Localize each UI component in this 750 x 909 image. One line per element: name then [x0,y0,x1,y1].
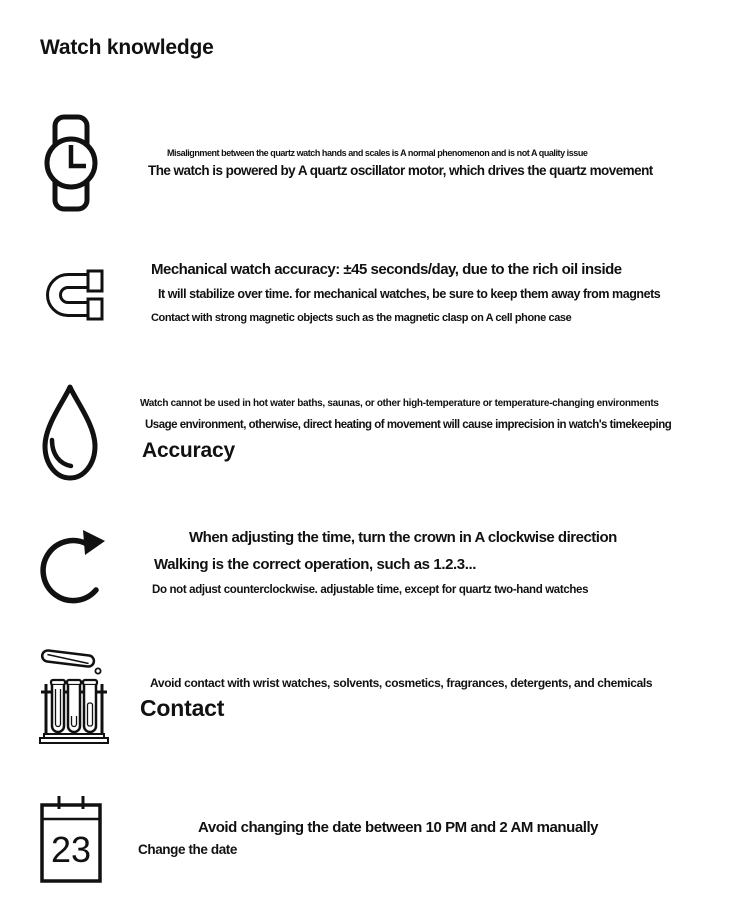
section-line: It will stabilize over time. for mechanical watches, be sure to keep them away from magnets [158,287,661,301]
water-drop-icon [38,383,102,483]
section-line: Watch cannot be used in hot water baths, saunas, or other high-temperature or temperature-changing environments [140,398,659,409]
section-heading: Contact [140,695,225,721]
test-tubes-icon [38,646,110,744]
section-line: Avoid changing the date between 10 PM and 2 AM manually [198,819,599,836]
section-line: When adjusting the time, turn the crown in A clockwise direction [189,529,617,546]
magnet-icon [38,265,106,325]
section-line: Avoid contact with wrist watches, solvents, cosmetics, fragrances, detergents, and chemicals [150,676,653,690]
section-line: Walking is the correct operation, such as 1.2.3... [154,556,477,573]
section-line: Do not adjust counterclockwise. adjustable time, except for quartz two-hand watches [152,584,589,596]
section-line: Misalignment between the quartz watch hands and scales is A normal phenomenon and is not A quality issue [167,148,588,158]
section-heading: Accuracy [142,439,235,462]
page-title: Watch knowledge [40,36,214,59]
section-line: Usage environment, otherwise, direct heating of movement will cause imprecision in watch's timekeeping [145,419,672,431]
section-line: Mechanical watch accuracy: ±45 seconds/day, due to the rich oil inside [151,261,622,278]
clockwise-arrow-icon [36,526,108,610]
calendar-day-number: 23 [50,829,92,870]
section-line: The watch is powered by A quartz oscillator motor, which drives the quartz movement [148,163,653,178]
wristwatch-icon [44,114,98,212]
section-line: Contact with strong magnetic objects such as the magnetic clasp on A cell phone case [151,312,572,324]
calendar-icon [38,793,104,885]
section-line: Change the date [138,842,238,857]
